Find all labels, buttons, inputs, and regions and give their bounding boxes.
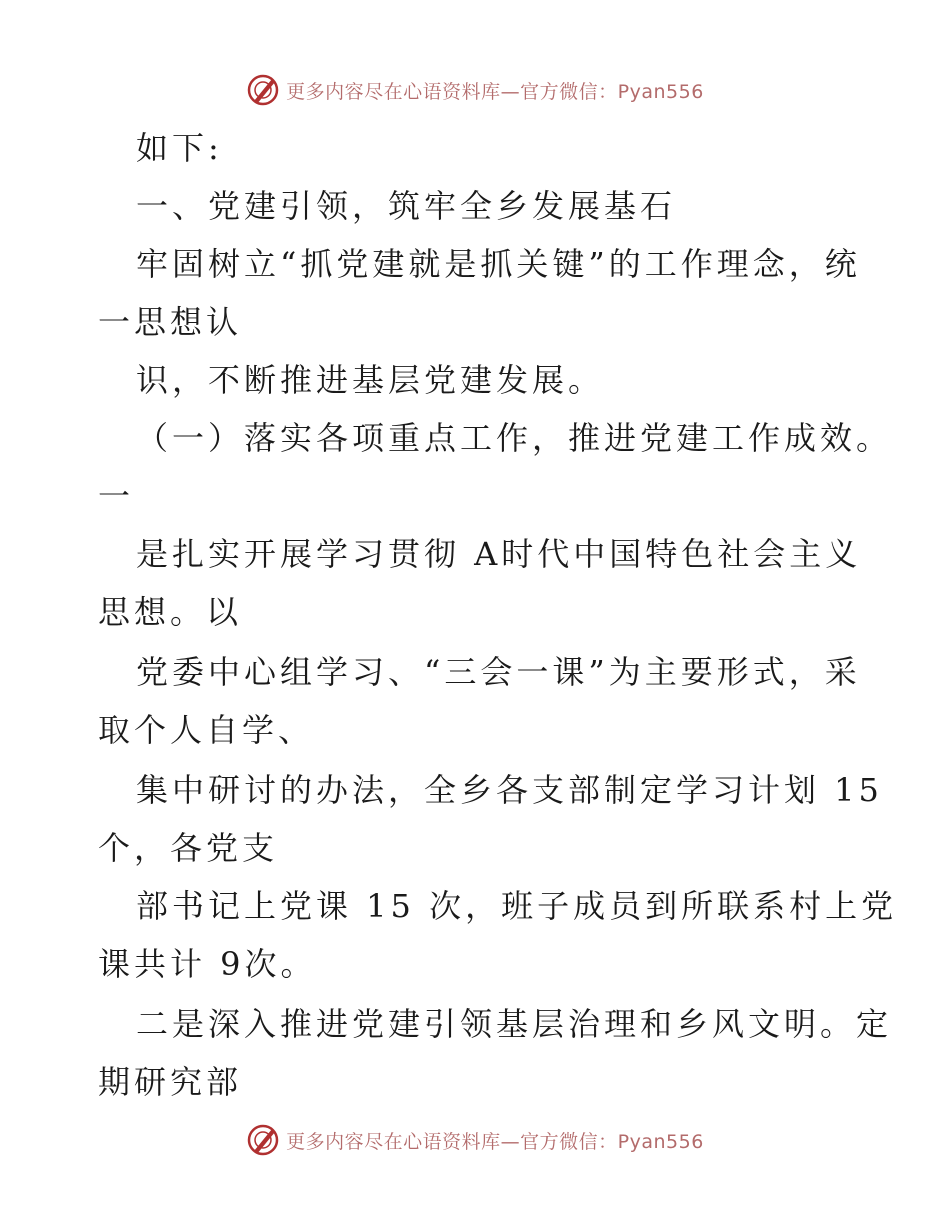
text-line: 一思想认 [98,303,243,341]
text-line: 部书记上党课 15 次，班子成员到所联系村上党 [136,887,898,925]
watermark-text: 更多内容尽在心语资料库—官方微信：Pyan556 [286,80,704,103]
text-line: 集中研讨的办法，全乡各支部制定学习计划 15 [136,771,883,809]
text-line: 牢固树立“抓党建就是抓关键”的工作理念，统 [136,245,861,283]
text-line: 党委中心组学习、“三会一课”为主要形式，采 [136,653,861,691]
text-line: 识，不断推进基层党建发展。 [136,361,605,399]
text-line: 二是深入推进党建引领基层治理和乡风文明。定 [136,1005,893,1043]
footer-watermark [0,1120,950,1160]
text-line: 取个人自学、 [98,711,315,749]
pen-logo-icon [246,73,280,107]
header-watermark [0,70,950,110]
text-line: 个，各党支 [98,829,279,867]
watermark-text: 更多内容尽在心语资料库—官方微信：Pyan556 [286,1130,704,1153]
text-line: 一 [98,477,135,515]
text-line: 如下: [136,129,223,167]
pen-logo-icon [246,1123,280,1157]
text-line: 思想。以 [98,593,243,631]
text-line: 课共计 9次。 [98,945,317,983]
subsection-heading: （一）落实各项重点工作，推进党建工作成效。 [136,419,893,457]
text-line: 期研究部 [98,1063,243,1101]
section-heading: 一、党建引领，筑牢全乡发展基石 [136,187,677,225]
text-line: 是扎实开展学习贯彻 A时代中国特色社会主义 [136,535,862,573]
